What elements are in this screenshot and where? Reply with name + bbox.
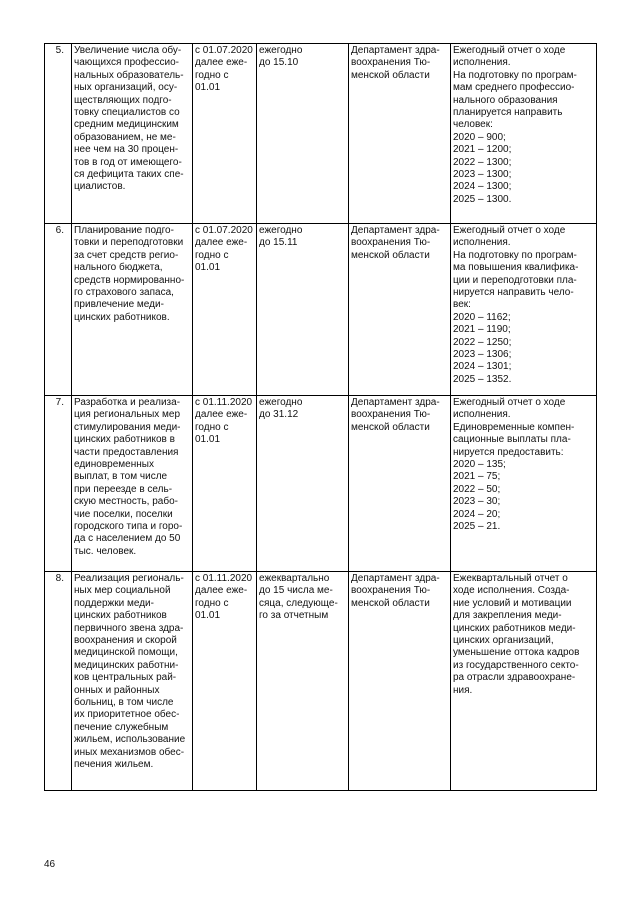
executor-text: Департамент здра- воохранения Тю- менской области [351, 397, 440, 433]
executor-cell [349, 396, 451, 572]
measure-cell [72, 572, 193, 791]
report-deadline-text: ежегодно до 15.11 [259, 225, 303, 249]
executor-text: Департамент здра- воохранения Тю- менской области [351, 45, 440, 81]
report-deadline-text: ежеквартально до 15 числа ме- сяца, следующе- го за отчетным [259, 573, 338, 622]
term-cell [193, 224, 257, 396]
term-text: с 01.11.2020 далее еже- годно с 01.01 [195, 573, 253, 622]
measure-text: Реализация региональ- ных мер социальной поддержки меди- цинских работников первичного звена здра- воохранения и скорой медицинской помощи, медицинских работни- ков центральных рай- онных и районных больниц, в том числе их приоритетное обес- печение служебным жильем, использование иных механизмов обес- печения жильем. [74, 573, 186, 771]
report-deadline-cell [257, 224, 349, 396]
report-deadline-text: ежегодно до 15.10 [259, 45, 303, 69]
term-text: с 01.07.2020 далее еже- годно с 01.01 [195, 225, 253, 274]
measure-text: Разработка и реализа- ция региональных мер стимулирования меди- цинских работников в части предоставления единовременных выплат, в том числе при переезде в сель- скую местность, рабо- чие поселки, поселки городского типа и горо- да с населением до 50 тыс. человек. [74, 397, 183, 557]
result-text: Ежегодный отчет о ходе исполнения. На подготовку по програм- ма повышения квалифика- ции и переподготовки пла- нируется направить чело- век: 2020 – 1162; 2021 – 1190; 2022 – 1250; 2023 – 1306; 2024 – 1301; 2025 – 1352. [453, 225, 579, 385]
row-number-cell [45, 572, 72, 791]
row-number: 6. [55, 225, 64, 236]
executor-cell [349, 572, 451, 791]
measure-text: Планирование подго- товки и переподготовки за счет средств регио- нального бюджета, средств нормированно- го страхового запаса, привлечение меди- цинских работников. [74, 225, 185, 323]
row-number-cell [45, 44, 72, 224]
result-text: Ежегодный отчет о ходе исполнения. Единовременные компен- сационные выплаты пла- нируется предоставить: 2020 – 135; 2021 – 75; 2022 – 50; 2023 – 30; 2024 – 20; 2025 – 21. [453, 397, 575, 533]
measure-cell [72, 44, 193, 224]
term-cell [193, 44, 257, 224]
measure-cell [72, 224, 193, 396]
measure-text: Увеличение числа обу- чающихся профессио- нальных образователь- ных организаций, осу- ществляющих подго- товку специалистов со средним медицинским образованием, не ме- нее чем на 30 процен- тов в год от имеющего- ся дефицита таких спе- циалистов. [74, 45, 184, 193]
result-cell [451, 224, 597, 396]
term-cell [193, 572, 257, 791]
executor-cell [349, 224, 451, 396]
report-deadline-cell [257, 44, 349, 224]
result-cell [451, 396, 597, 572]
executor-text: Департамент здра- воохранения Тю- менской области [351, 573, 440, 609]
term-text: с 01.07.2020 далее еже- годно с 01.01 [195, 45, 253, 94]
executor-text: Департамент здра- воохранения Тю- менской области [351, 225, 440, 261]
result-cell [451, 44, 597, 224]
result-text: Ежеквартальный отчет о ходе исполнения. Созда- ние условий и мотивации для закрепления меди- цинских работников меди- цинских организаций, уменьшение оттока кадров из государственного секто- ра отрасли здравоохране- ния. [453, 573, 580, 696]
report-deadline-cell [257, 396, 349, 572]
result-text: Ежегодный отчет о ходе исполнения. На подготовку по програм- мам среднего профессио- нального образования планируется направить человек: 2020 – 900; 2021 – 1200; 2022 – 1300; 2023 – 1300; 2024 – 1300; 2025 – 1300. [453, 45, 577, 205]
executor-cell [349, 44, 451, 224]
table-row [45, 396, 597, 572]
measures-table [44, 43, 597, 791]
table-row [45, 44, 597, 224]
term-text: с 01.11.2020 далее еже- годно с 01.01 [195, 397, 253, 446]
measure-cell [72, 396, 193, 572]
row-number: 7. [55, 397, 64, 408]
page-number: 46 [44, 859, 56, 870]
row-number: 5. [55, 45, 64, 56]
table-row [45, 572, 597, 791]
report-deadline-text: ежегодно до 31.12 [259, 397, 303, 421]
term-cell [193, 396, 257, 572]
row-number-cell [45, 396, 72, 572]
report-deadline-cell [257, 572, 349, 791]
table-row [45, 224, 597, 396]
row-number: 8. [55, 573, 64, 584]
row-number-cell [45, 224, 72, 396]
result-cell [451, 572, 597, 791]
